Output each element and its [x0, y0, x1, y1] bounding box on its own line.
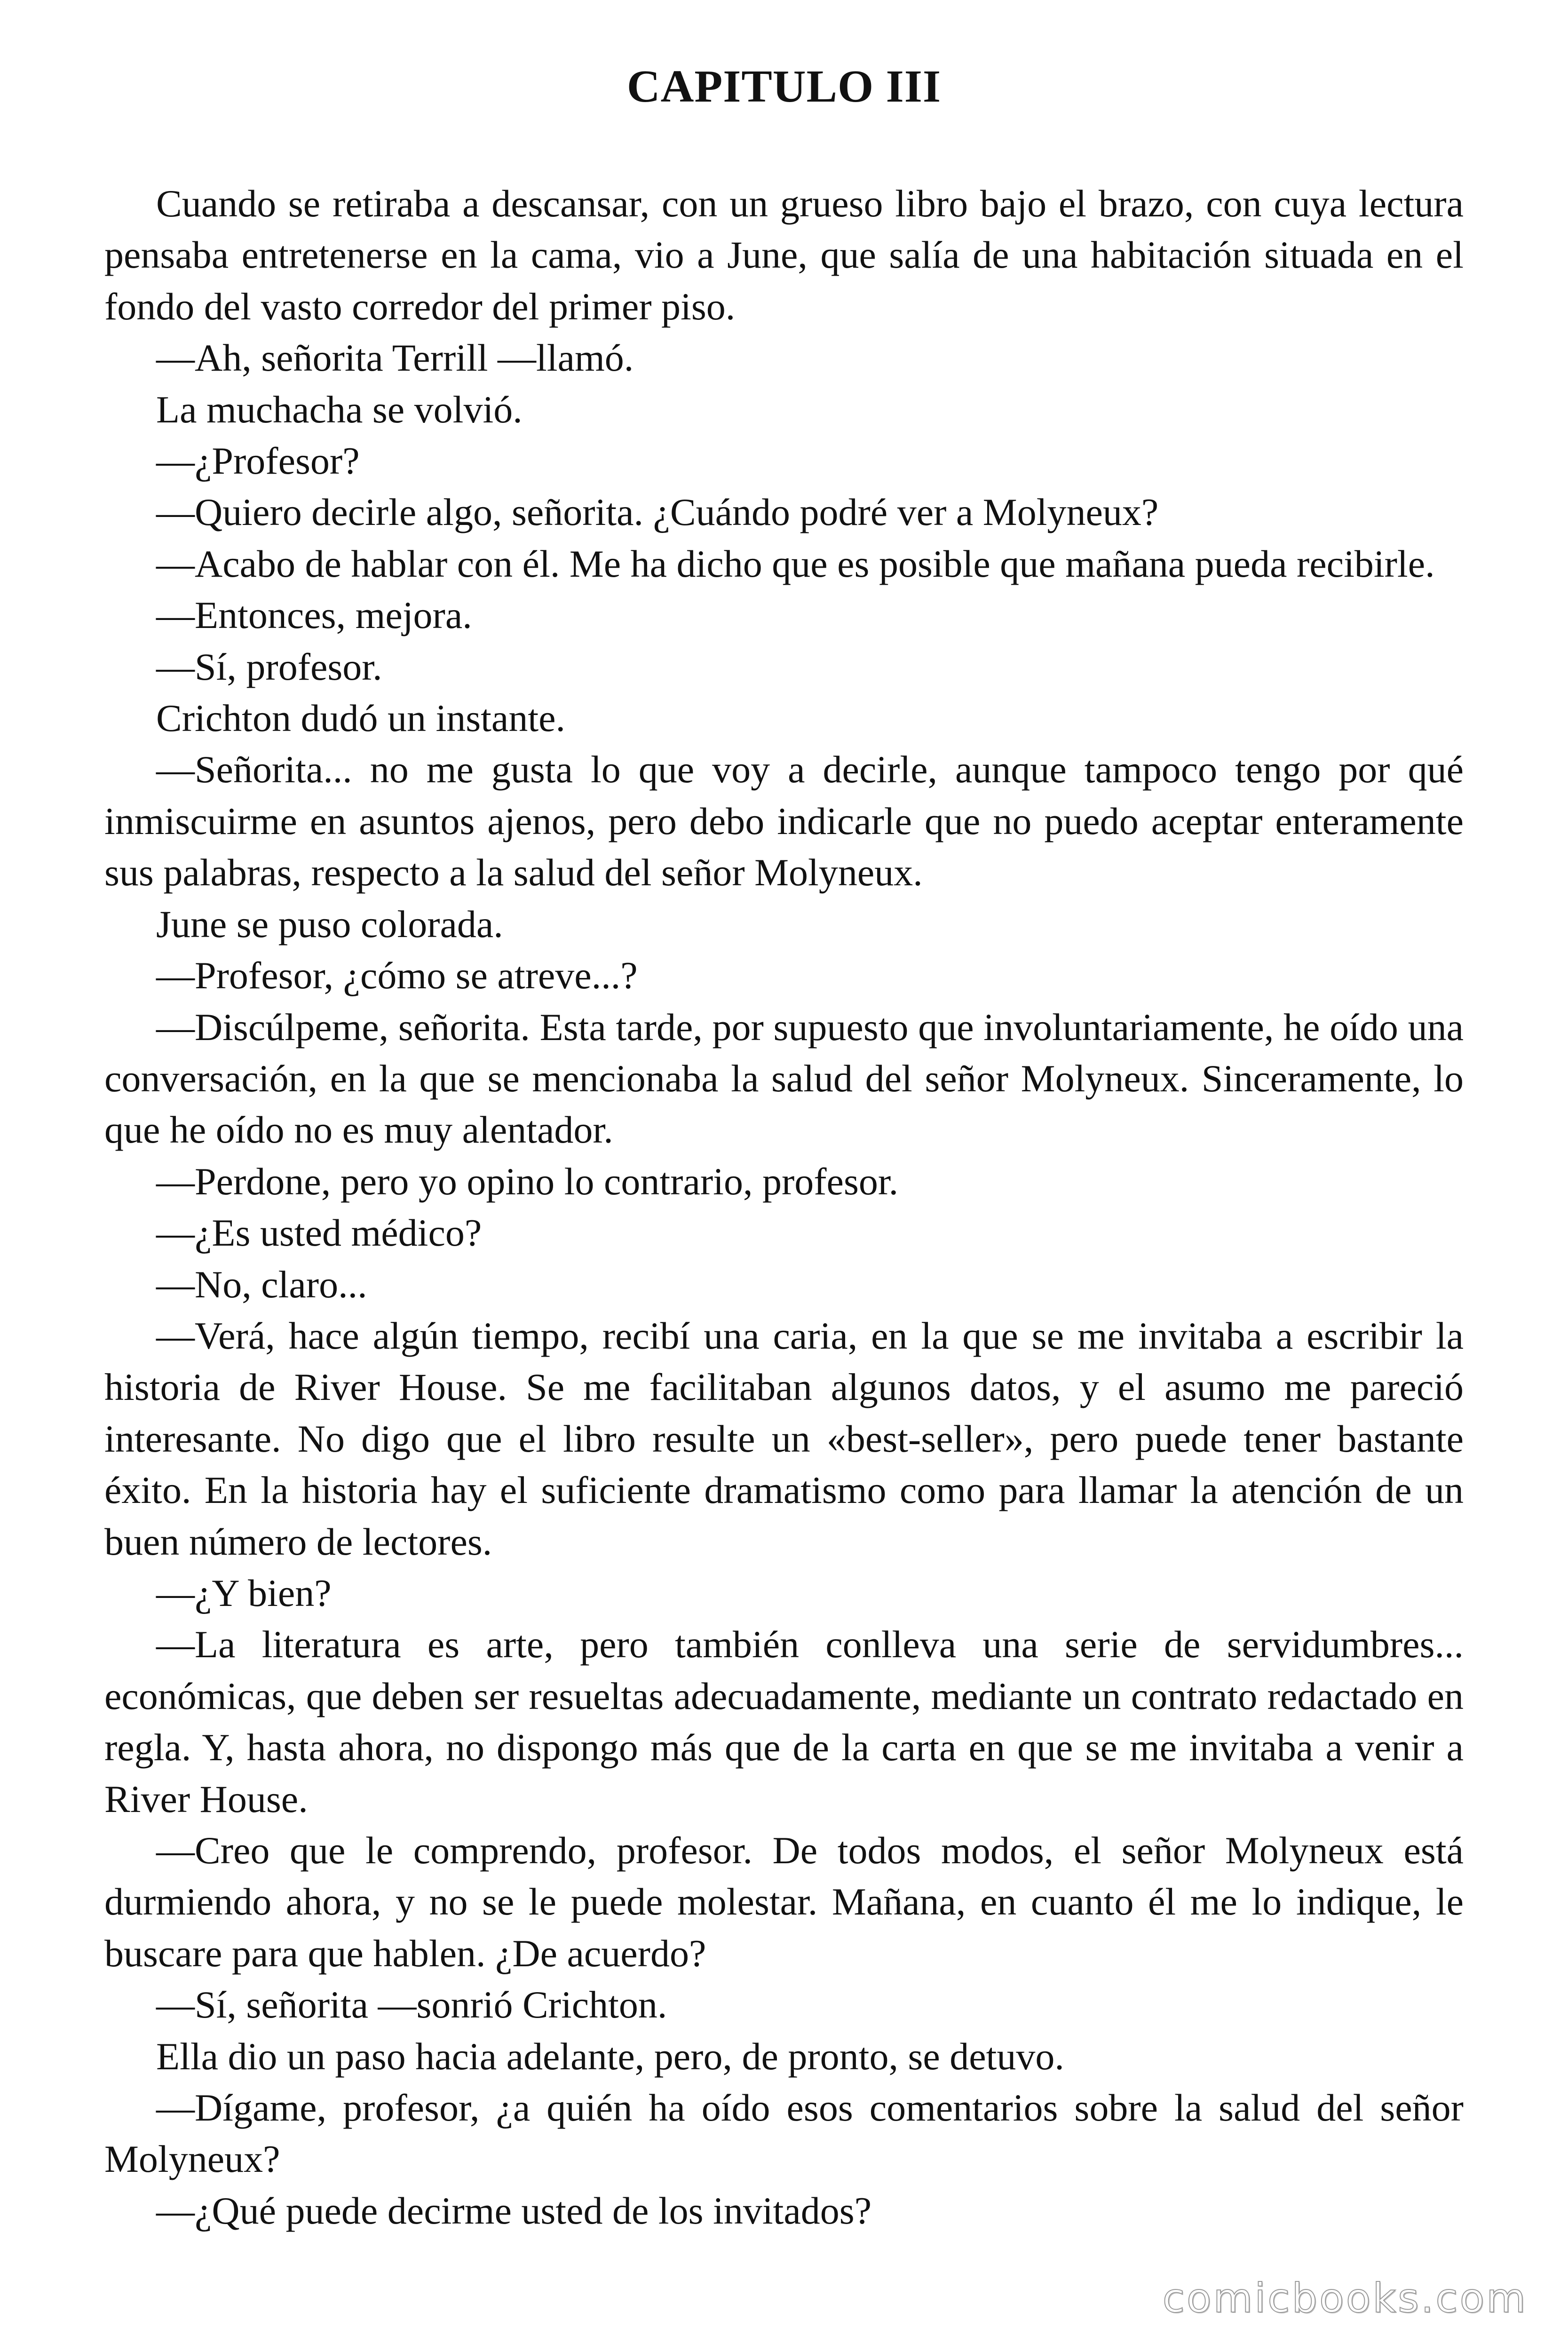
paragraph: —Quiero decirle algo, señorita. ¿Cuándo podré ver a Molyneux? [156, 491, 1159, 534]
paragraph: —¿Y bien? [156, 1571, 332, 1614]
paragraph: —La literatura es arte, pero también conlleva una serie de servidumbres... económicas, que deben ser resueltas adecuadamente, mediante un contrato redactado en regla. Y, hasta ahora, no dispongo más que de la carta en que se me invitaba a venir a River House. [104, 1623, 1464, 1820]
paragraph: —¿Es usted médico? [156, 1211, 482, 1255]
paragraph: —¿Profesor? [156, 439, 360, 483]
paragraph: —Señorita... no me gusta lo que voy a decirle, aunque tampoco tengo por qué inmiscuirme en asuntos ajenos, pero debo indicarle que no puedo aceptar enteramente sus palabras, respecto a la salud del señor Molyneux. [104, 748, 1464, 894]
paragraph: Crichton dudó un instante. [156, 697, 566, 740]
paragraph: La muchacha se volvió. [156, 388, 523, 431]
paragraph: —Ah, señorita Terrill —llamó. [156, 336, 634, 380]
paragraph: —Sí, señorita —sonrió Crichton. [156, 1983, 667, 2026]
paragraph: June se puso colorada. [156, 902, 503, 946]
paragraph: —Profesor, ¿cómo se atreve...? [156, 954, 638, 997]
paragraph: Cuando se retiraba a descansar, con un grueso libro bajo el brazo, con cuya lectura pensaba entretenerse en la cama, vio a June, que salía de una habitación situada en el fondo del vasto corredor del primer piso. [104, 182, 1464, 328]
paragraph: Ella dio un paso hacia adelante, pero, de pronto, se detuvo. [156, 2034, 1064, 2078]
paragraph: —Creo que le comprendo, profesor. De todos modos, el señor Molyneux está durmiendo ahora, y no se le puede molestar. Mañana, en cuanto él me lo indique, le buscare para que hablen. ¿De acuerdo? [104, 1829, 1464, 1975]
paragraph: —Entonces, mejora. [156, 594, 472, 637]
paragraph: —Discúlpeme, señorita. Esta tarde, por supuesto que involuntariamente, he oído una conversación, en la que se mencionaba la salud del señor Molyneux. Sinceramente, lo que he oído no es muy alentador. [104, 1005, 1464, 1152]
watermark: comicbooks.com [1162, 2275, 1528, 2322]
chapter-body [104, 178, 1464, 2236]
paragraph: —Acabo de hablar con él. Me ha dicho que es posible que mañana pueda recibirle. [156, 542, 1435, 585]
paragraph: —Sí, profesor. [156, 645, 382, 688]
paragraph: —¿Qué puede decirme usted de los invitados? [156, 2189, 872, 2232]
paragraph: —No, claro... [156, 1263, 367, 1306]
chapter-title: CAPITULO III [626, 61, 942, 112]
paragraph: —Verá, hace algún tiempo, recibí una caria, en la que se me invitaba a escribir la historia de River House. Se me facilitaban algunos datos, y el asumo me pareció interesante. No digo que el libro resulte un «best-seller», pero puede tener bastante éxito. En la historia hay el suficiente dramatismo como para llamar la atención de un buen número de lectores. [104, 1314, 1464, 1563]
paragraph: —Perdone, pero yo opino lo contrario, profesor. [156, 1160, 899, 1203]
paragraph: —Dígame, profesor, ¿a quién ha oído esos comentarios sobre la salud del señor Molyneux? [104, 2086, 1464, 2181]
